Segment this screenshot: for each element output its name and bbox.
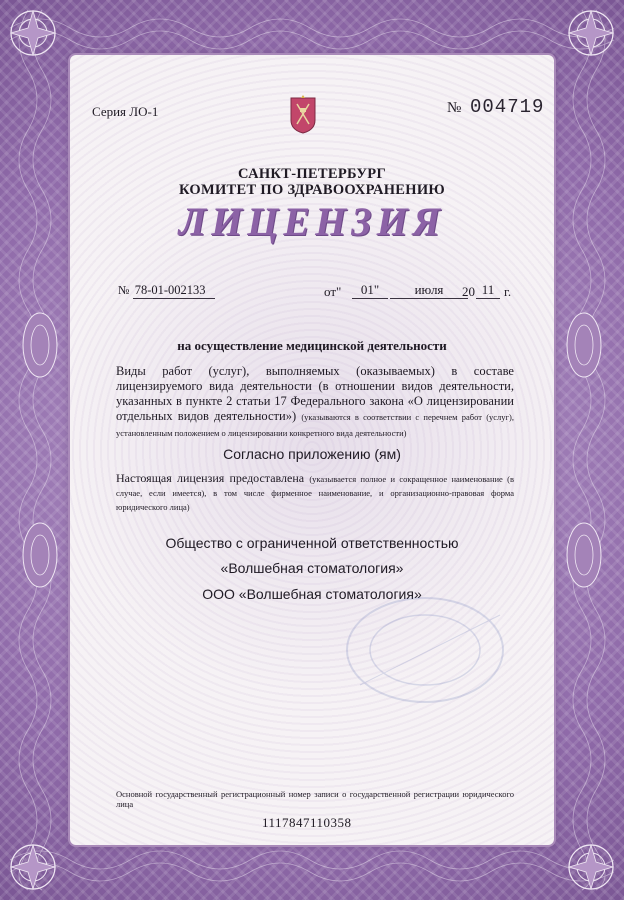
- ornament-icon: [4, 4, 62, 62]
- works-note: (указываются в соответствии с перечнем работ (услуг), установленным положением о лицензировании конкретного вида деятельности): [116, 412, 514, 438]
- issuer-committee: КОМИТЕТ ПО ЗДРАВООХРАНЕНИЮ: [178, 182, 446, 198]
- granted-text: Настоящая лицензия предоставлена: [116, 471, 305, 485]
- faint-stamp-icon: [340, 590, 510, 710]
- license-day: [352, 282, 388, 299]
- granted-note: (указывается полное и сокращенное наименование (в случае, если имеется), в том числе фирменное наименование, и организационно-правовая форма юридического лица): [116, 474, 515, 512]
- spb-coat-of-arms-icon: [289, 94, 317, 134]
- reg-number-sign: №: [118, 283, 130, 297]
- works-text: Виды работ (услуг), выполняемых (оказываемых) в составе лицензируемого вида деятельности (в отношении видов деятельности, указанных в пункте 2 статьи 17 Федерального закона «О лицензировании отдельных видов деятельности»): [116, 364, 514, 423]
- ornament-icon: [4, 838, 62, 896]
- form-number: 004719: [470, 96, 545, 118]
- org-short-name: ООО «Волшебная стоматология»: [202, 586, 422, 602]
- license-day-value: 01: [360, 282, 374, 297]
- org-full-name-line2: «Волшебная стоматология»: [220, 560, 404, 576]
- year-suffix: г.: [504, 284, 512, 299]
- ornament-icon: [562, 4, 620, 62]
- series-label: Серия ЛО-1: [92, 104, 159, 119]
- appendix-reference: Согласно приложению (ям): [223, 446, 401, 462]
- license-number: 78-01-002133: [133, 283, 215, 299]
- reg-from-label: [324, 284, 341, 300]
- ornament-icon: [562, 838, 620, 896]
- granted-paragraph: [116, 472, 514, 514]
- year-prefix: 20: [462, 284, 475, 299]
- number-sign: №: [447, 100, 462, 116]
- license-year: 11: [476, 282, 500, 299]
- reg-quote-close: ": [373, 282, 380, 297]
- license-purpose: на осуществление медицинской деятельности: [177, 338, 447, 353]
- ornament-icon: [20, 520, 60, 590]
- works-paragraph: [116, 364, 514, 441]
- reg-from-word: от: [324, 284, 337, 299]
- registration-row: [118, 282, 518, 299]
- issuer-city: САНКТ-ПЕТЕРБУРГ: [238, 166, 386, 182]
- ogrn-number: 1117847110358: [262, 815, 352, 830]
- state-registration-note: Основной государственный регистрационный номер записи о государственной регистрации юридического лица: [116, 789, 514, 809]
- org-full-name-line1: Общество с ограниченной ответственностью: [165, 535, 459, 551]
- license-month: июля: [390, 282, 468, 299]
- document-title: ЛИЦЕНЗИЯ: [178, 199, 446, 244]
- reg-quote-open: ": [336, 284, 342, 299]
- ornament-icon: [564, 520, 604, 590]
